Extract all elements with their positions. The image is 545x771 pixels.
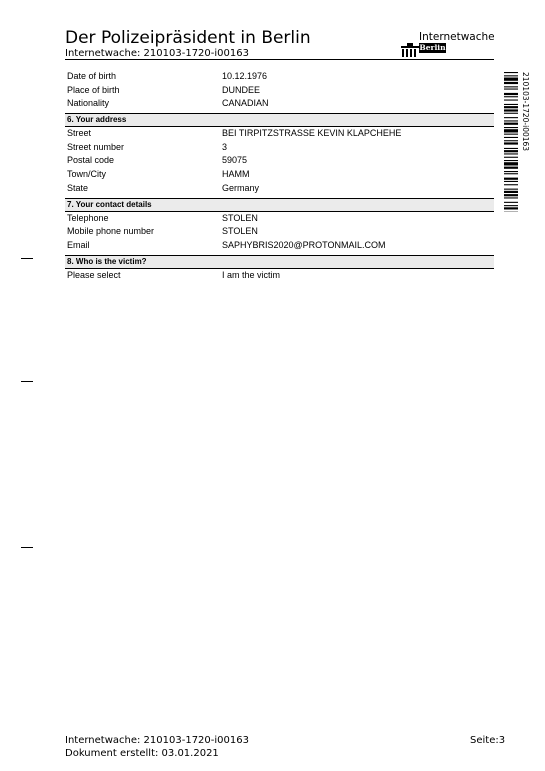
form-content [65, 70, 494, 282]
field-label: State [67, 182, 89, 193]
barcode-icon [504, 72, 520, 212]
field-value: 10.12.1976 [222, 71, 268, 81]
document-reference: Internetwache: 210103-1720-i00163 [65, 48, 249, 59]
field-value: CANADIAN [222, 98, 269, 109]
field-value: DUNDEE [222, 84, 261, 95]
person-section [65, 70, 494, 111]
field-label: Nationality [67, 98, 110, 109]
document-title: Der Polizeipräsident in Berlin [65, 28, 311, 48]
form-row [65, 239, 494, 253]
field-label: Street number [67, 141, 125, 152]
field-label: Please select [67, 269, 121, 280]
form-row [65, 84, 494, 98]
field-value: 3 [222, 141, 228, 152]
fold-mark [21, 547, 33, 548]
form-row [65, 212, 494, 226]
address-section [65, 127, 494, 195]
field-label: Place of birth [67, 84, 120, 95]
field-value: 59075 [222, 155, 248, 166]
field-value: HAMM [222, 169, 250, 180]
section-heading-victim: 8. Who is the victim? [65, 255, 494, 269]
section-heading-contact: 7. Your contact details [65, 198, 494, 212]
field-value: BEI TIRPITZSTRASSE KEVIN KLAPCHEHE [222, 128, 402, 139]
field-label: Street [67, 128, 92, 139]
form-row [65, 154, 494, 168]
form-row [65, 168, 494, 182]
form-row [65, 70, 494, 84]
field-label: Email [67, 239, 90, 250]
form-row [65, 141, 494, 155]
field-value: STOLEN [222, 212, 258, 223]
footer-info [65, 735, 249, 760]
field-label: Date of birth [67, 71, 117, 81]
contact-section [65, 212, 494, 253]
form-row [65, 269, 494, 283]
fold-mark [21, 258, 33, 259]
footer-created-date: Dokument erstellt: 03.01.2021 [65, 747, 219, 759]
page-number: Seite:3 [470, 735, 506, 746]
logo-label: Internetwache [419, 31, 495, 43]
punch-mark [21, 381, 33, 382]
form-row [65, 182, 494, 196]
field-value: Germany [222, 182, 260, 193]
field-label: Telephone [67, 212, 109, 223]
field-label: Mobile phone number [67, 226, 155, 237]
barcode-caption: 210103-1720-i00163 [521, 72, 530, 152]
field-label: Postal code [67, 155, 115, 166]
section-heading-address: 6. Your address [65, 113, 494, 127]
field-value: I am the victim [222, 269, 281, 280]
brandenburg-gate-logo-icon [401, 43, 419, 57]
form-row [65, 127, 494, 141]
form-row [65, 97, 494, 111]
logo-berlin-badge: Berlin [419, 43, 446, 52]
field-value: STOLEN [222, 226, 258, 237]
form-row [65, 225, 494, 239]
field-value: SAPHYBRIS2020@PROTONMAIL.COM [222, 239, 386, 250]
footer-reference: Internetwache: 210103-1720-i00163 [65, 735, 249, 746]
field-label: Town/City [67, 169, 107, 180]
header-divider [65, 59, 494, 60]
victim-section [65, 269, 494, 283]
